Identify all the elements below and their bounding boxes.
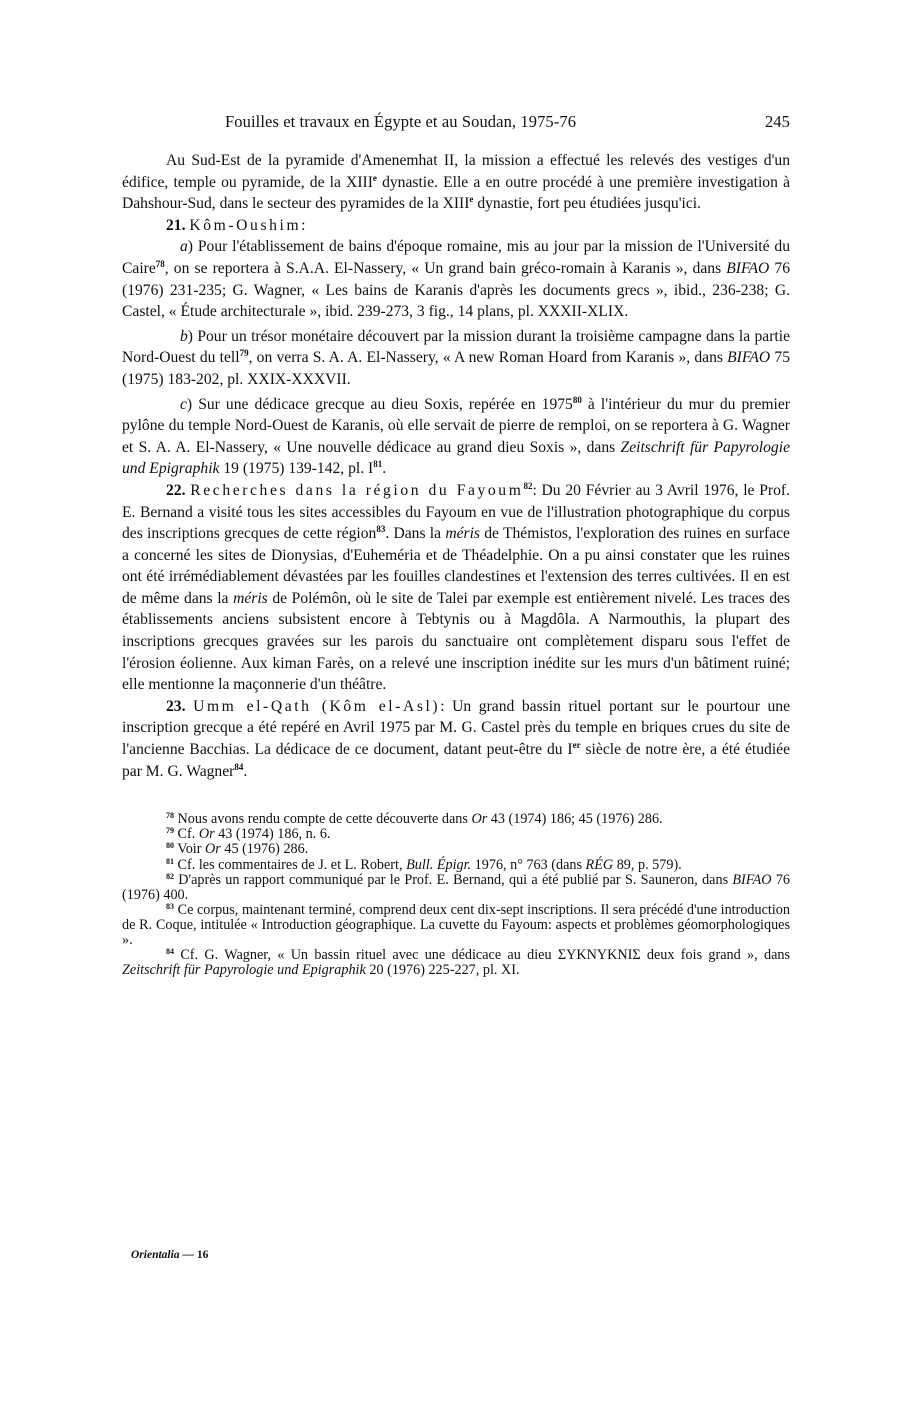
footnotes bbox=[122, 812, 790, 978]
footnote-81: $^{81}$ Cf. les commentaires de J. et L. Robert, Bull. Épigr. 1976, n° 763 (dans RÉG 89, p. 579). bbox=[166, 856, 682, 873]
section-21c: c) Sur une dédicace grecque au dieu Soxis, repérée en 1975$^{80}$ à l'intérieur du mur du premier pylône du temple Nord-Ouest de Karanis, où elle servait de pierre de remploi, on se reportera à G. Wagner et S. A. A. El-Nassery, « Une nouvelle dédicace au grand dieu Soxis », dans Zeitschrift für Papyrologie und Epigraphik 19 (1975) 139-142, pl. $I^{81}$. bbox=[122, 394, 790, 478]
section-number: 23. bbox=[166, 697, 186, 715]
signature-footer: Orientalia — 16 bbox=[131, 1249, 209, 1261]
page-number: 245 bbox=[764, 112, 790, 131]
section-title: Recherches dans la région du Fayoum bbox=[190, 481, 524, 499]
footnote-82: $^{82}$ D'après un rapport communiqué par le Prof. E. Bernand, qui a été publié par S. Sauneron, dans BIFAO 76 (1976) 400. bbox=[122, 871, 791, 903]
running-title: Fouilles et travaux en Égypte et au Soudan, 1975-76 bbox=[225, 112, 577, 131]
footnote-83: $^{83}$ Ce corpus, maintenant terminé, comprend deux cent dix-sept inscriptions. Il sera précédé d'une introduction de R. Coque, intitulée « Introduction géographique. La cuvette du Fayoum: aspects et problèmes géomorphologiques ». bbox=[122, 901, 790, 948]
section-title: Umm el-Qath (Kôm el-Asl) bbox=[193, 697, 441, 715]
section-number: 22. bbox=[166, 481, 186, 499]
section-title: Kôm-Oushim: bbox=[189, 216, 309, 234]
document-page bbox=[122, 112, 790, 978]
footnote-79: $^{79}$ Cf. Or 43 (1974) 186, n. 6. bbox=[166, 826, 331, 843]
running-header bbox=[122, 112, 790, 138]
footnote-ref: 79 bbox=[239, 348, 249, 359]
intro-paragraph: Au Sud-Est de la pyramide d'Amenemhat II, la mission a effectué les relevés des vestiges d'un édifice, temple ou pyramide, de la XIIIe dynastie. Elle a en outre procédé à une première investigation à Dahshour-Sud, dans le secteur des pyramides de la XIIIe dynastie, fort peu étudiées jusqu'ici. bbox=[122, 152, 790, 213]
section-21-heading bbox=[122, 215, 790, 237]
sheet-number: 16 bbox=[196, 1249, 209, 1261]
footnote-78: $^{78}$ Nous avons rendu compte de cette découverte dans Or 43 (1974) 186; 45 (1976) 286. bbox=[166, 811, 663, 828]
footnote-ref: 83 bbox=[376, 524, 386, 535]
footnote-ref: 78 bbox=[155, 258, 165, 269]
footnote-ref: 81 bbox=[373, 459, 383, 470]
section-22: 22. Recherches dans la région du Fayoum$^{82}$: Du 20 Février au 3 Avril 1976, le Prof. E. Bernand a visité tous les sites accessibles du Fayoum en vue de l'illustration photographique du corpus des inscriptions grecques de cette région$^{83}$. Dans la méris de Thémistos, l'exploration des ruines en surface a concerné les sites de Dionysias, d'Euheméria et de Théadelphie. On a pu ainsi constater que les ruines ont été irrémédiablement dévastées par les fouilles clandestines et l'extension des terres cultivées. Il en est de même dans la méris de Polémôn, où le site de Talei par exemple est entièrement nivelé. Les traces des établissements anciens subsistent encore à Tebtynis ou à Magdôla. A Narmouthis, la plupart des inscriptions grecques gravées sur les parois du sanctuaire ont complètement disparu sous l'effet de l'érosion éolienne. Aux kiman Farès, on a relevé une inscription inédite sur les murs d'un bâtiment ruiné; elle mentionne la maçonnerie d'un théâtre. bbox=[122, 480, 790, 694]
footnote-ref: 80 bbox=[572, 394, 582, 405]
footnote-84: $^{84}$ Cf. G. Wagner, « Un bassin rituel avec une dédicace au dieu ΣΥΚΝΥΚΝΙΣ deux fois grand », dans Zeitschrift für Papyrologie und Epigraphik 20 (1976) 225-227, pl. XI. bbox=[122, 947, 790, 979]
section-number: 21. bbox=[166, 216, 186, 234]
section-23: 23. Umm el-Qath (Kôm el-Asl): Un grand bassin rituel portant sur le pourtour une inscription grecque a été repéré en Avril 1975 par M. G. Castel près du temple en briques crues du site de l'ancienne Bacchias. La dédicace de ce document, datant peut-être du Ier siècle de notre ère, a été étudiée par M. G. Wagner$^{84}$. bbox=[122, 697, 790, 780]
section-21a: a) Pour l'établissement de bains d'époque romaine, mis au jour par la mission de l'Université du Caire$^{78}$, on se reportera à S.A.A. El-Nassery, « Un grand bain gréco-romain à Karanis », dans BIFAO 76 (1976) 231-235; G. Wagner, « Les bains de Karanis d'après les documents grecs », ibid., 236-238; G. Castel, « Étude architecturale », ibid. 239-273, 3 fig., 14 plans, pl. XXXII-XLIX. bbox=[122, 238, 790, 321]
footnote-ref: 84 bbox=[234, 761, 244, 772]
body-text bbox=[122, 150, 790, 782]
footnote-80: $^{80}$ Voir Or 45 (1976) 286. bbox=[166, 841, 309, 858]
journal-name: Orientalia bbox=[131, 1249, 180, 1261]
footnote-ref: 82 bbox=[523, 480, 533, 491]
section-21b: b) Pour un trésor monétaire découvert par la mission durant la troisième campagne dans la partie Nord-Ouest du tell$^{79}$, on verra S. A. A. El-Nassery, « A new Roman Hoard from Karanis », dans BIFAO 75 (1975) 183-202, pl. XXIX-XXXVII. bbox=[122, 327, 790, 388]
